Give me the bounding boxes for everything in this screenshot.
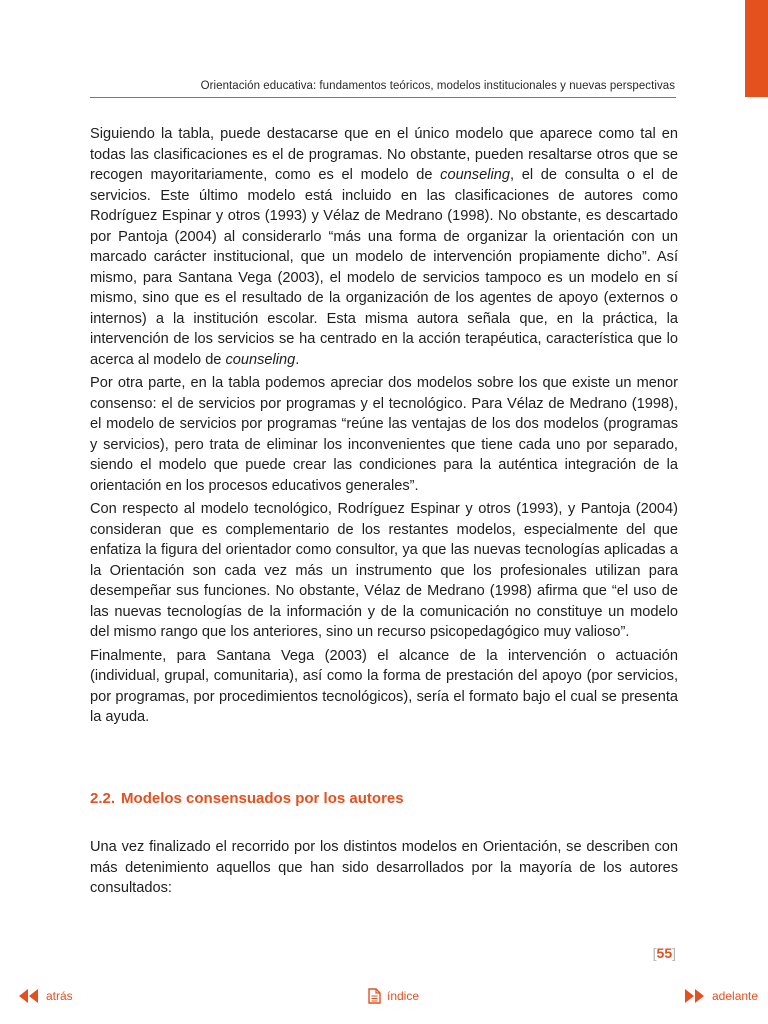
page-number: [55]: [652, 945, 676, 961]
paragraph-4: Finalmente, para Santana Vega (2003) el alcance de la intervención o actuación (individual, grupal, comunitaria), así como la forma de prestación del apoyo (por servicios, por programas, por procedimientos tecnológicos), sería el formato bajo el cual se presenta la ayuda.: [90, 647, 678, 725]
term-counseling: counseling: [440, 167, 510, 183]
paragraph-3: Con respecto al modelo tecnológico, Rodríguez Espinar y otros (1993), y Pantoja (2004) consideran que es complementario de los restantes modelos, especialmente del que enfatiza la figura del orientador como consultor, ya que las nuevas tecnologías aplicadas a la Orientación son cada vez más un instrumento que los profesionales utilizan para desempeñar sus funciones. No obstante, Vélaz de Medrano (1998) afirma que “el uso de las nuevas tecnologías de la información y de la comunicación no constituye un modelo del mismo rango que los anteriores, sino un recurso psicopedagógico muy valioso”.: [90, 501, 678, 640]
header-rule: [90, 97, 676, 98]
paragraph-2: Por otra parte, en la tabla podemos apreciar dos modelos sobre los que existe un menor consenso: el de servicios por programas y el tecnológico. Para Vélaz de Medrano (1998), el modelo de servicios por programas “reúne las ventajas de los dos modelos (programas y servicios), pero trata de eliminar los inconvenientes que tiene cada uno por separado, siendo el modelo que puede crear las condiciones para la auténtica integración de la orientación en los procesos educativos generales”.: [90, 375, 678, 494]
forward-label: adelante: [712, 989, 759, 1003]
back-label: atrás: [46, 989, 73, 1003]
double-right-arrow-icon: [684, 989, 706, 1003]
document-icon: [368, 988, 381, 1004]
running-header: Orientación educativa: fundamentos teóricos, modelos institucionales y nuevas perspectivas: [200, 80, 675, 92]
paragraph-1: Siguiendo la tabla, puede destacarse que en el único modelo que aparece como tal en todas las clasificaciones es el de programas. No obstante, pueden resaltarse otros que se recogen mayoritariamente, como es el modelo de counseling, el de consulta o el de servicios. Este último modelo está incluido en las clasificaciones de autores como Rodríguez Espinar y otros (1993) y Vélaz de Medrano (1998). No obstante, es descartado por Pantoja (2004) al considerarlo “más una forma de organizar la orientación con un marcado carácter institucional, que un modelo de intervención propiamente dicho”. Así mismo, para Santana Vega (2003), el modelo de servicios tampoco es un modelo en sí mismo, sino que es el resultado de la organización de los agentes de apoyo (externos o internos) a la institución escolar. Esta misma autora señala que, en la práctica, la intervención de los servicios se ha centrado en la acción terapéutica, característica que lo acerca al modelo de counseling.: [90, 126, 678, 368]
section-number: 2.2.: [90, 790, 116, 807]
double-left-arrow-icon: [18, 989, 40, 1003]
index-label: índice: [387, 989, 420, 1003]
page-corner-tab: [745, 0, 768, 97]
body-text: [90, 124, 678, 731]
closing-text: [90, 837, 678, 899]
index-link[interactable]: [368, 986, 419, 1006]
forward-link[interactable]: [684, 986, 758, 1006]
term-counseling: counseling: [225, 351, 296, 368]
paragraph-5: Una vez finalizado el recorrido por los distintos modelos en Orientación, se describen con más detenimiento aquellos que han sido desarrollados por la mayoría de los autores consultados:: [90, 839, 678, 896]
back-link[interactable]: [18, 986, 73, 1006]
section-title: Modelos consensuados por los autores: [121, 790, 404, 807]
section-heading: [90, 790, 678, 807]
